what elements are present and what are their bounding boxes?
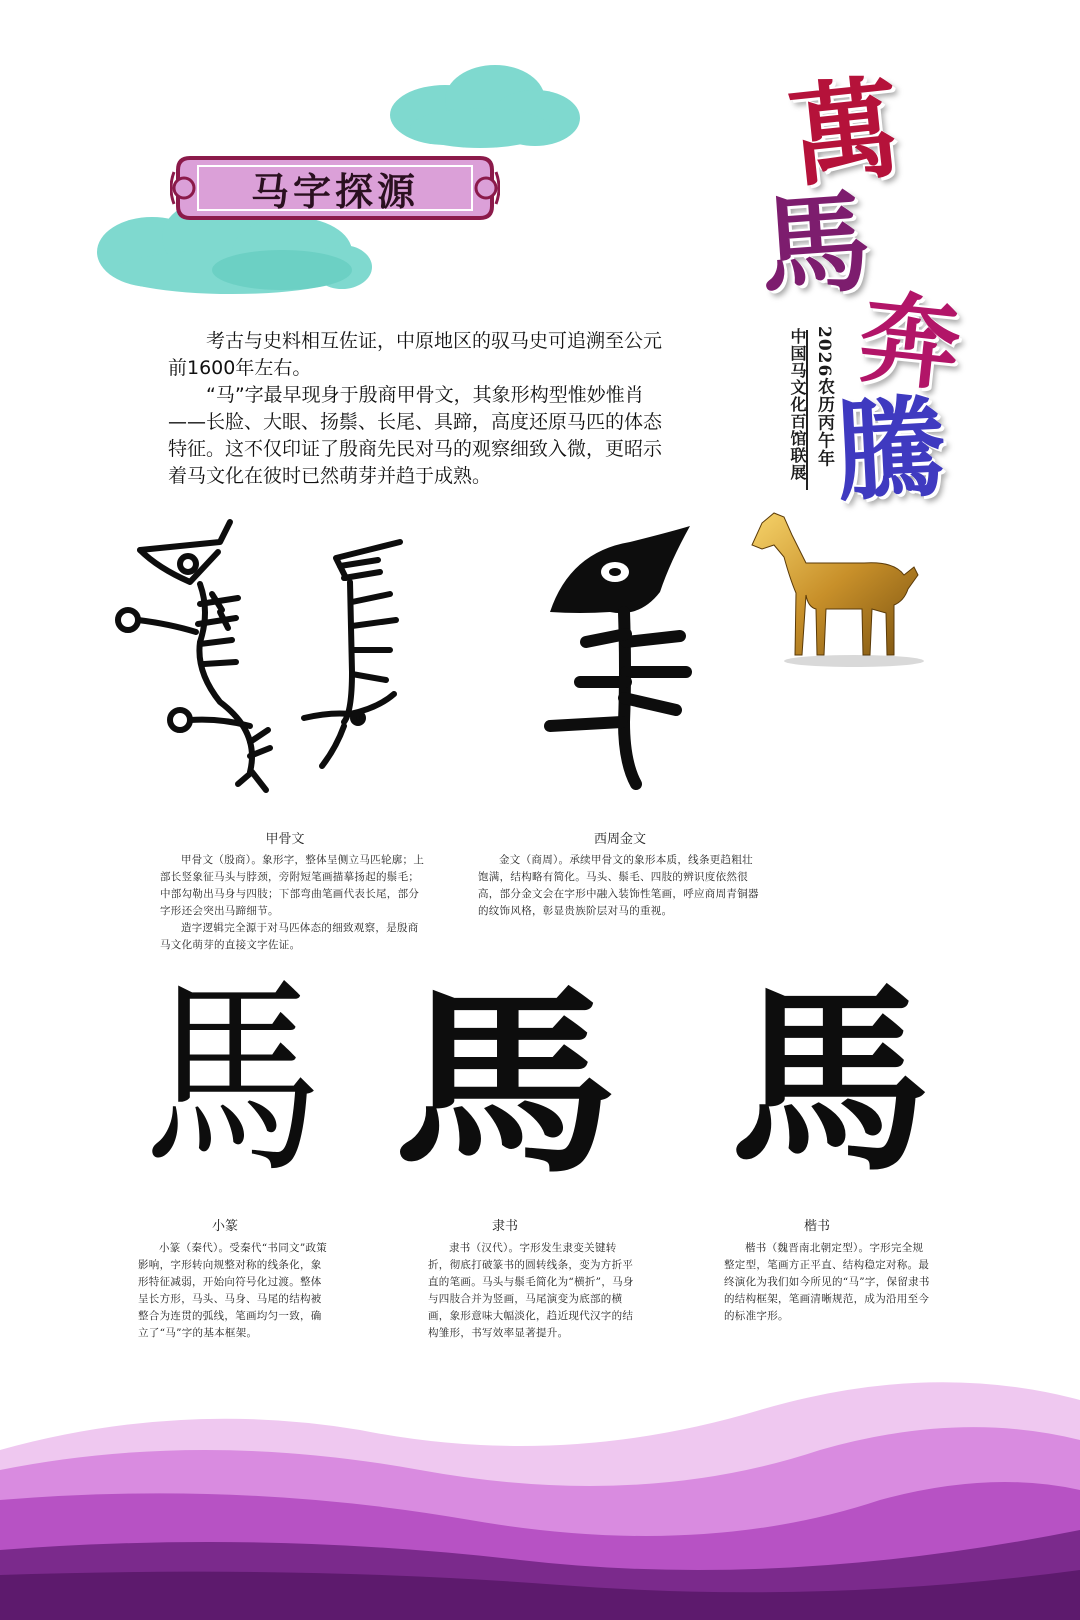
bronze-caption-paragraph-1: 金文（商周）。承续甲骨文的象形本质，线条更趋粗壮饱满，结构略有简化。马头、鬃毛、四肢的辨识度依然很高，部分金文会在字形中融入装饰性笔画，呼应商周青铜器的纹饰风格，彰显贵族阶层对马的重视。 [478,854,759,917]
oracle-caption-paragraph-1: 甲骨文（殷商）。象形字，整体呈侧立马匹轮廓；上部长竖象征马头与脖颈，旁附短笔画描摹扬起的鬃毛；中部勾勒出马身与四肢；下部弯曲笔画代表长尾，部分字形还会突出马蹄细节。 [160,854,425,917]
regular-caption-body [724,1240,934,1325]
seal-caption-title: 小篆 [211,1219,238,1234]
clerical-script-glyph: 馬 [392,968,618,1201]
banner-char-2: 馬 [755,176,875,313]
seal-caption-body [138,1240,328,1342]
decorative-waves [0,1330,1080,1620]
regular-caption-paragraph-1: 楷书（魏晋南北朝定型）。字形完全规整定型，笔画方正平直、结构稳定对称。最终演化为我们如今所见的“马”字，保留隶书的结构框架，笔画清晰规范，成为沿用至今的标准字形。 [724,1242,930,1322]
seal-script-glyph: 馬 [143,957,323,1202]
seal-caption-paragraph-1: 小篆（秦代）。受秦代“书同文”政策影响，字形转向规整对称的线条化，象形特征减弱，开始向符号化过渡。整体呈长方形，马头、马身、马尾的结构被整合为连贯的弧线，笔画均匀一致，确立了“马”字的基本框架。 [138,1242,328,1339]
horse-statue-icon [744,505,924,670]
section-title-plaque [170,148,500,228]
page-title: 马字探源 [250,169,419,214]
banner-char-1: 萬 [783,62,907,203]
oracle-caption-title: 甲骨文 [265,832,305,847]
clerical-caption-paragraph-1: 隶书（汉代）。字形发生隶变关键转折，彻底打破篆书的圆转线条，变为方折平直的笔画。马头与鬃毛简化为“横折”，马身与四肢合并为竖画，马尾演变为底部的横画，象形意味大幅淡化，趋近现代汉字的结构雏形，书写效率显著提升。 [428,1242,634,1339]
bronze-caption-body [478,852,760,920]
intro-paragraph-2: “马”字最早现身于殷商甲骨文，其象形构型惟妙惟肖——长脸、大眼、扬鬃、长尾、具蹄，高度还原马匹的体态特征。这不仅印证了殷商先民对马的观察细致入微，更昭示着马文化在彼时已然萌芽并趋于成熟。 [168,384,663,487]
banner-subtitle-year: 2026农历丙午年 [814,326,834,468]
oracle-caption-paragraph-2: 造字逻辑完全源于对马匹体态的细致观察，是殷商马文化萌芽的直接文字佐证。 [160,922,419,951]
cloud-icon [385,60,585,150]
clerical-caption-body [428,1240,638,1342]
regular-caption-title: 楷书 [803,1219,830,1234]
bronze-horse-glyph [540,522,700,792]
banner-char-4: 騰 [832,382,950,517]
clerical-caption-title: 隶书 [491,1219,518,1234]
oracle-bone-horse-glyph [100,512,440,802]
banner-subtitle-exhibition: 中国马文化百馆联展 [788,328,807,481]
regular-script-glyph: 馬 [730,974,931,1195]
intro-text [168,328,668,490]
banner-char-3: 奔 [854,278,966,406]
bronze-caption-title: 西周金文 [593,832,646,847]
intro-paragraph-1: 考古与史料相互佐证，中原地区的驭马史可追溯至公元前1600年左右。 [168,330,663,379]
oracle-caption-body [160,852,428,954]
